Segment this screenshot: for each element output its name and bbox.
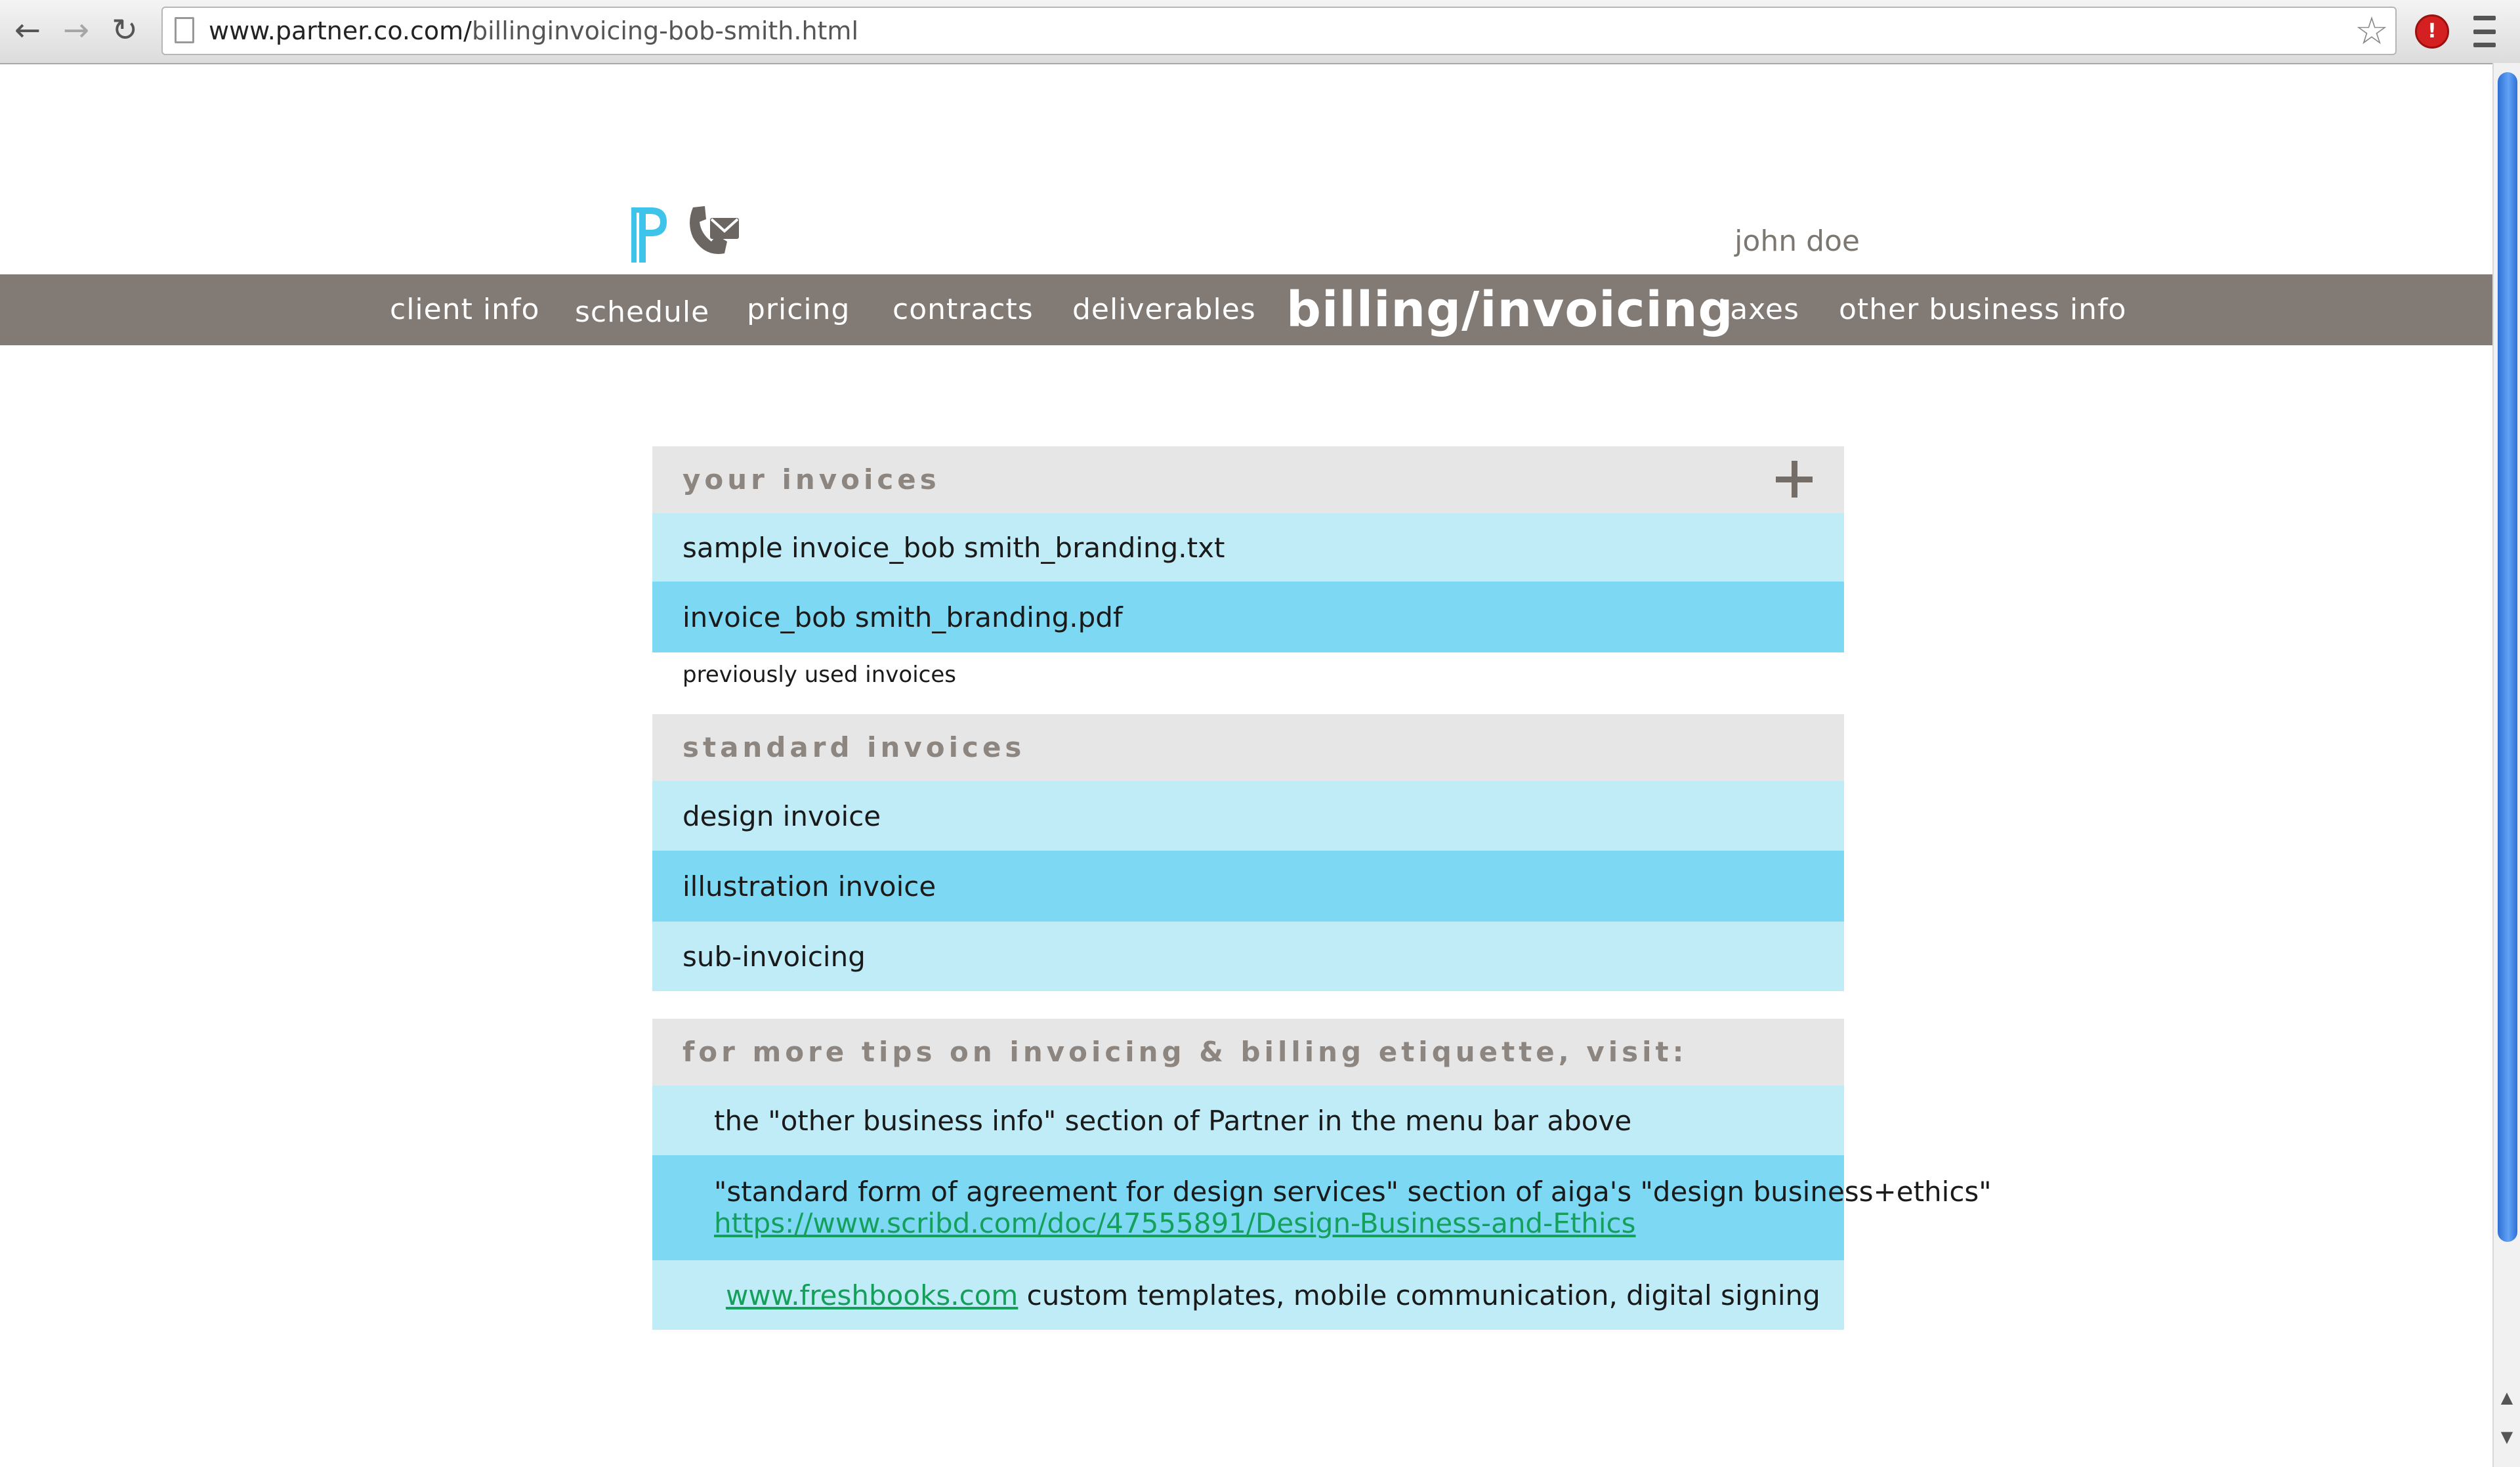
tip-text: "standard form of agreement for design services" section of aiga's "design business+ethics" [714,1176,1992,1208]
nav-schedule[interactable]: schedule [575,295,710,329]
nav-other-business-info[interactable]: other business info [1839,293,2127,326]
standard-invoice-item[interactable] [652,851,1844,922]
add-invoice-plus-icon[interactable] [1776,461,1813,498]
vertical-scrollbar[interactable] [2492,63,2520,1467]
phone-mail-icon[interactable] [686,203,742,260]
previously-used-invoices-note: previously used invoices [682,662,956,688]
invoice-item-label: invoice_bob smith_branding.pdf [682,601,1123,633]
url-text[interactable] [209,8,858,54]
tip-item [652,1155,1992,1260]
scroll-up-arrow-icon[interactable]: ▲ [2500,1388,2513,1407]
scribd-link[interactable]: https://www.scribd.com/doc/47555891/Design-Business-and-Ethics [714,1207,1636,1239]
scrollbar-thumb[interactable] [2498,72,2517,1242]
tip-item [652,1260,1844,1330]
scroll-down-arrow-icon[interactable]: ▼ [2500,1428,2513,1446]
user-name[interactable]: john doe [1734,224,1860,258]
address-bar[interactable] [161,7,2397,55]
main-nav-bar [0,274,2492,345]
nav-client-info[interactable]: client info [390,293,540,326]
invoice-item-label: sample invoice_bob smith_branding.txt [682,531,1225,564]
page-icon [175,17,194,43]
forward-arrow-icon[interactable]: → [62,12,90,49]
nav-taxes[interactable]: taxes [1718,293,1799,326]
reload-icon[interactable]: ↻ [111,12,138,49]
your-invoices-title: your invoices [682,463,940,496]
back-arrow-icon[interactable]: ← [14,12,41,49]
standard-invoice-item[interactable] [652,781,1844,851]
menu-icon[interactable] [2468,16,2502,47]
browser-toolbar [0,0,2520,64]
freshbooks-link[interactable]: www.freshbooks.com [726,1279,1018,1311]
partner-p-logo-icon[interactable] [629,205,669,265]
nav-contracts[interactable]: contracts [892,293,1034,326]
tips-title: for more tips on invoicing & billing etiquette, visit: [682,1036,1688,1068]
invoice-item[interactable] [652,582,1844,652]
standard-invoice-label: sub-invoicing [682,940,866,973]
standard-invoices-title: standard invoices [682,731,1026,763]
invoice-item[interactable] [652,513,1844,582]
standard-invoice-label: illustration invoice [682,870,936,903]
nav-deliverables[interactable]: deliverables [1072,293,1256,326]
standard-invoice-item[interactable] [652,922,1844,991]
tip-item [652,1086,1844,1155]
url-path: billinginvoicing-bob-smith.html [471,16,859,45]
tip-text: the "other business info" section of Partner in the menu bar above [714,1104,1632,1137]
extension-icon[interactable]: ! [2415,14,2449,49]
your-invoices-header [652,446,1844,513]
standard-invoice-label: design invoice [682,799,881,832]
bookmark-star-icon[interactable]: ☆ [2355,9,2389,53]
tip-text: custom templates, mobile communication, digital signing [1018,1279,1820,1311]
url-host: www.partner.co.com/ [209,16,472,45]
standard-invoices-header [652,714,1844,781]
tips-header [652,1019,1844,1086]
nav-pricing[interactable]: pricing [747,293,850,326]
nav-billing-invoicing[interactable]: billing/invoicing [1286,282,1734,338]
